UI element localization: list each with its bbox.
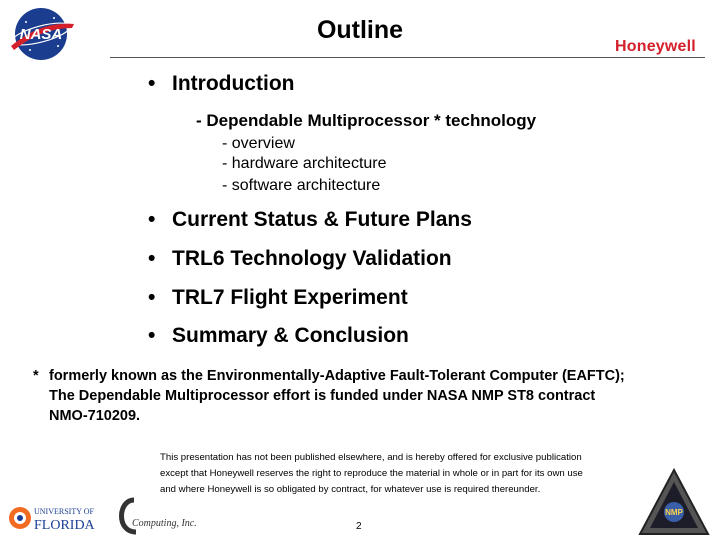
outline-item-label: Introduction [172, 72, 295, 95]
outline-item-trl7 [148, 286, 408, 310]
bullet-icon: • [148, 208, 156, 231]
footnote-line: formerly known as the Environmentally-Adaptive Fault-Tolerant Computer (EAFTC); [49, 368, 625, 384]
footnote-line: NMO-710209. [49, 408, 141, 424]
intro-subsubitem-overview: - overview [222, 135, 295, 152]
bullet-icon: • [148, 286, 156, 309]
uf-logo-line2: FLORIDA [34, 518, 95, 533]
university-of-florida-logo [8, 502, 104, 534]
outline-item-label: Current Status & Future Plans [172, 208, 472, 231]
bullet-icon: • [148, 247, 156, 270]
page-title: Outline [316, 16, 404, 44]
footnote-line: The Dependable Multiprocessor effort is funded under NASA NMP ST8 contract [49, 388, 596, 404]
computing-inc-logo [112, 496, 197, 536]
notice-line: except that Honeywell reserves the right to reproduce the material in whole or in part for its own use [160, 468, 583, 479]
intro-subsubitem-hardware: - hardware architecture [222, 155, 387, 172]
notice-line: This presentation has not been published elsewhere, and is hereby offered for exclusive publication [160, 452, 582, 463]
footnote-marker: * [33, 368, 39, 384]
outline-item-introduction [148, 72, 294, 96]
outline-item-status [148, 208, 472, 232]
bullet-icon: • [148, 72, 156, 95]
nasa-logo-text: NASA [19, 26, 63, 43]
notice-line: and where Honeywell is so obligated by contract, for whatever use is required thereunder. [160, 484, 541, 495]
outline-item-label: Summary & Conclusion [172, 324, 409, 347]
honeywell-logo: Honeywell [615, 38, 696, 55]
page-number: 2 [356, 521, 362, 532]
uf-logo-line1: UNIVERSITY OF [34, 507, 94, 516]
outline-item-label: TRL6 Technology Validation [172, 247, 452, 270]
computing-inc-logo-text: Computing, Inc. [132, 518, 197, 529]
publication-notice [160, 450, 640, 498]
outline-item-label: TRL7 Flight Experiment [172, 286, 408, 309]
nmp-logo-text: NMP [665, 508, 683, 517]
outline-item-summary [148, 324, 409, 348]
intro-subitem: - Dependable Multiprocessor * technology [196, 111, 537, 130]
nmp-logo [638, 468, 710, 536]
intro-subsubitem-software: - software architecture [222, 177, 381, 194]
title-divider [110, 57, 705, 58]
bullet-icon: • [148, 324, 156, 347]
footnote [33, 366, 713, 426]
outline-item-trl6 [148, 247, 452, 271]
